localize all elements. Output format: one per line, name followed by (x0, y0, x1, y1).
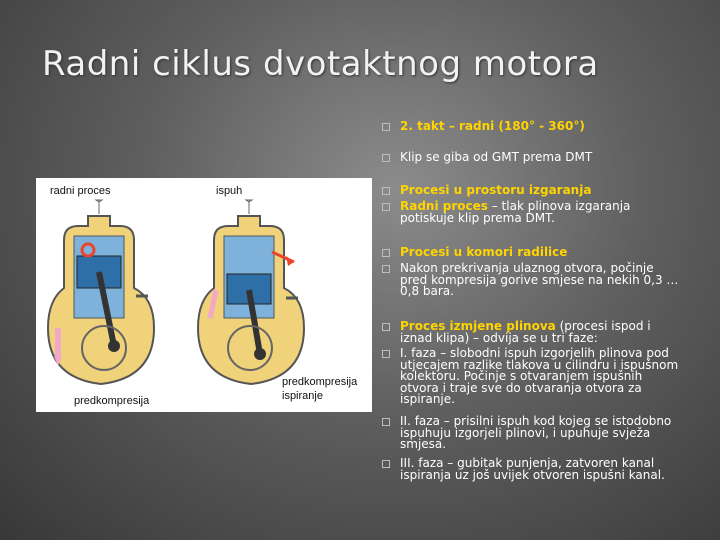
bullet-text: III. faza – gubitak punjenja, zatvoren kanal ispiranja uz još uvijek otvoren ispušni kanal. (400, 456, 665, 482)
bullet-text: Nakon prekrivanja ulaznog otvora, počinje pred kompresija gorive smjese na nekih 0,3 … 0,8 bara. (400, 261, 679, 298)
bullet-text: 2. takt – radni (180° - 360°) (400, 119, 585, 133)
bullet-item (382, 247, 682, 259)
label-ispuh: ispuh (216, 185, 243, 197)
bullet-text: Procesi u prostoru izgaranja (400, 183, 592, 197)
label-radni-proces: radni proces (50, 185, 111, 197)
label-predkompresija-left: predkompresija (74, 395, 150, 407)
bullet-item (382, 348, 682, 406)
bullet-text: II. faza – prisilni ispuh kod kojeg se istodobno ispuhuju izgorjeli plinovi, i upuhuje svježa smjesa. (400, 414, 672, 451)
bullet-item (382, 121, 682, 133)
bullet-marker-icon (382, 323, 390, 331)
bullet-marker-icon (382, 460, 390, 468)
bullet-marker-icon (382, 203, 390, 211)
bullet-text: I. faza – slobodni ispuh izgorjelih plinova pod utjecajem razlike tlakova u cilindru i ispušnom kolektoru. Počinje s otvaranjem ispušnih otvora i traje sve do otvaranja otvora za ispiranje. (400, 346, 679, 406)
bullet-marker-icon (382, 350, 390, 358)
bullet-marker-icon (382, 418, 390, 426)
bullet-item (382, 263, 682, 298)
bullet-marker-icon (382, 265, 390, 273)
bullet-item (382, 201, 682, 224)
bullet-marker-icon (382, 123, 390, 131)
engine-right (198, 200, 304, 384)
bullet-marker-icon (382, 154, 390, 162)
engine-diagram (36, 178, 372, 412)
label-predkompresija-right: predkompresija (282, 376, 358, 388)
bullet-marker-icon (382, 249, 390, 257)
bullet-marker-icon (382, 187, 390, 195)
engine-left (48, 200, 154, 384)
bullet-text: Proces izmjene plinova (procesi ispod i iznad klipa) – odvija se u tri faze: (400, 319, 651, 345)
bullet-text: Procesi u komori radilice (400, 245, 568, 259)
engine-diagram-svg (36, 178, 372, 412)
bullet-item (382, 185, 682, 197)
bullet-text: Klip se giba od GMT prema DMT (400, 150, 593, 164)
bullet-item (382, 152, 682, 164)
bullet-item (382, 458, 682, 481)
label-ispiranje: ispiranje (282, 390, 323, 402)
slide-title: Radni ciklus dvotaktnog motora (42, 44, 599, 84)
bullet-item (382, 416, 682, 451)
bullet-item (382, 321, 682, 344)
bullet-text: Radni proces – tlak plinova izgaranja potiskuje klip prema DMT. (400, 199, 631, 225)
